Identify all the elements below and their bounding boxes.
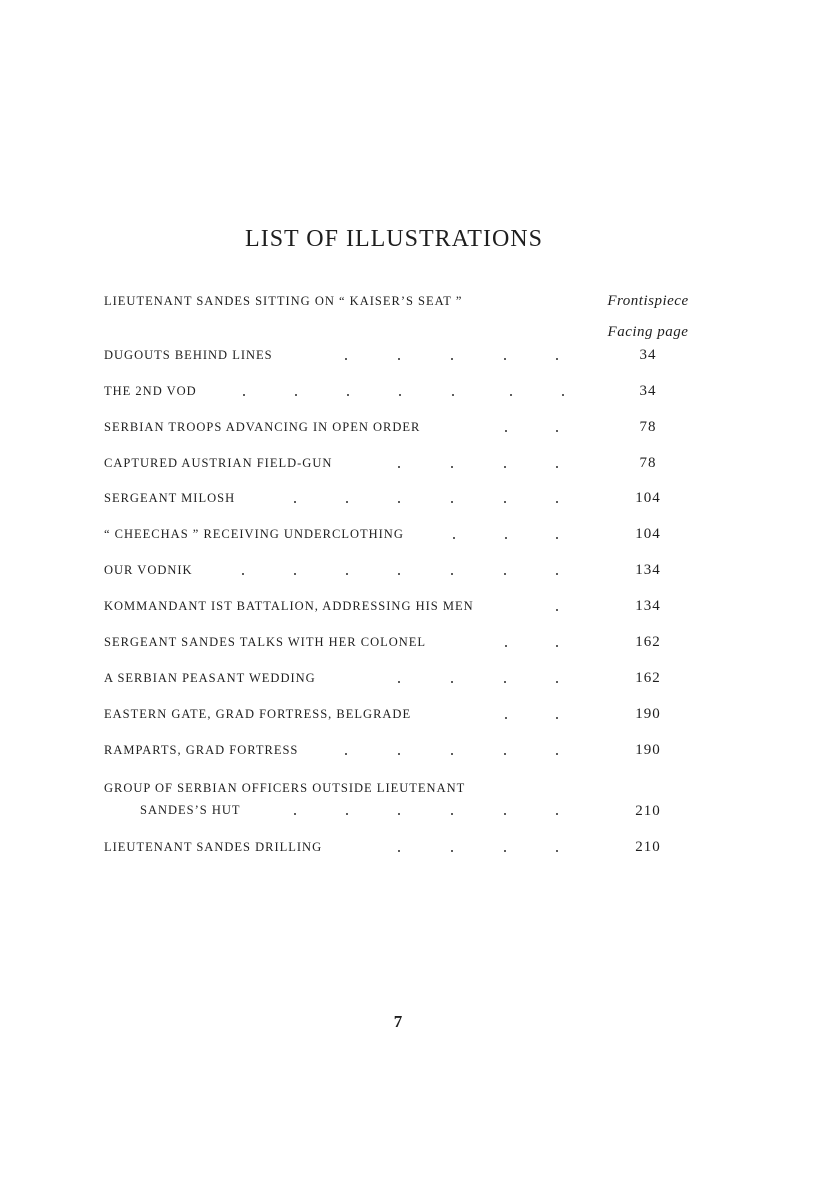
leader-dot [243,394,245,396]
leader-dot [562,394,564,396]
leader-dot [556,501,558,503]
illustration-page: 78 [639,455,657,471]
illustration-entry [0,527,840,551]
leader-dot [398,358,400,360]
illustration-entry [0,456,840,480]
leader-dot [504,813,506,815]
illustration-entry [0,420,840,444]
illustration-caption: KOMMANDANT IST BATTALION, ADDRESSING HIS MEN [104,599,474,613]
illustration-caption: “ CHEECHAS ” RECEIVING UNDERCLOTHING [104,527,404,541]
illustration-entry [0,671,840,695]
leader-dot [504,681,506,683]
leader-dot [451,850,453,852]
leader-dot [556,537,558,539]
illustration-entry [0,384,840,408]
illustration-page: 34 [639,347,657,363]
leader-dot [453,537,455,539]
leader-dot [556,466,558,468]
leader-dot [346,573,348,575]
leader-dot [398,681,400,683]
illustration-caption: A SERBIAN PEASANT WEDDING [104,671,316,685]
illustration-caption: SERGEANT SANDES TALKS WITH HER COLONEL [104,635,427,649]
illustration-entry [0,840,840,864]
leader-dot [504,358,506,360]
illustration-page: 210 [635,839,661,855]
illustration-caption: CAPTURED AUSTRIAN FIELD-GUN [104,456,333,470]
leader-dot [505,717,507,719]
illustration-page: 162 [635,670,661,686]
leader-dot [504,850,506,852]
illustration-page: 104 [635,490,661,506]
illustration-entry [0,491,840,515]
illustration-entry [0,563,840,587]
illustration-caption: LIEUTENANT SANDES DRILLING [104,840,323,854]
frontispiece-page: Frontispiece [607,293,689,309]
leader-dot [556,430,558,432]
leader-dot [451,813,453,815]
leader-dot [505,645,507,647]
leader-dot [451,681,453,683]
illustration-page: 210 [635,803,661,819]
leader-dot [294,501,296,503]
leader-dot [345,358,347,360]
leader-dot [505,537,507,539]
leader-dot [451,753,453,755]
leader-dot [398,850,400,852]
leader-dot [346,813,348,815]
illustration-entry [0,743,840,767]
illustration-page: 134 [635,598,661,614]
leader-dot [398,501,400,503]
illustration-page: 134 [635,562,661,578]
illustration-caption: SERBIAN TROOPS ADVANCING IN OPEN ORDER [104,420,421,434]
leader-dot [504,466,506,468]
illustration-page: 190 [635,742,661,758]
page-number: 7 [393,1012,403,1031]
illustration-page: 190 [635,706,661,722]
leader-dot [504,501,506,503]
illustration-caption: DUGOUTS BEHIND LINES [104,348,273,362]
leader-dot [556,681,558,683]
leader-dot [451,573,453,575]
illustration-caption: RAMPARTS, GRAD FORTRESS [104,743,299,757]
illustration-entry [0,599,840,623]
leader-dot [505,430,507,432]
leader-dot [295,394,297,396]
illustration-caption: OUR VODNIK [104,563,193,577]
leader-dot [347,394,349,396]
leader-dot [345,753,347,755]
illustration-caption: EASTERN GATE, GRAD FORTRESS, BELGRADE [104,707,412,721]
illustration-entry [0,635,840,659]
illustration-caption-line2: SANDES’S HUT [140,803,241,817]
leader-dot [294,573,296,575]
leader-dot [451,466,453,468]
leader-dot [504,573,506,575]
page-title: LIST OF ILLUSTRATIONS [245,226,543,252]
illustration-page: 162 [635,634,661,650]
illustration-page: 34 [639,383,657,399]
illustration-caption: GROUP OF SERBIAN OFFICERS OUTSIDE LIEUTENANT [104,781,466,795]
leader-dot [452,394,454,396]
leader-dot [556,813,558,815]
leader-dot [451,358,453,360]
leader-dot [556,573,558,575]
frontispiece-entry [0,294,840,318]
illustration-caption: SERGEANT MILOSH [104,491,236,505]
leader-dot [398,753,400,755]
leader-dot [294,813,296,815]
leader-dot [556,753,558,755]
leader-dot [398,573,400,575]
leader-dot [399,394,401,396]
leader-dot [346,501,348,503]
illustration-entry [0,781,840,829]
leader-dot [504,753,506,755]
leader-dot [556,850,558,852]
illustration-entry [0,707,840,731]
illustration-page: 78 [639,419,657,435]
leader-dot [556,717,558,719]
illustration-entry [0,348,840,372]
leader-dot [242,573,244,575]
leader-dot [398,813,400,815]
leader-dot [510,394,512,396]
leader-dot [556,358,558,360]
frontispiece-caption: LIEUTENANT SANDES SITTING ON “ KAISER’S SEAT ” [104,294,463,308]
leader-dot [451,501,453,503]
leader-dot [556,609,558,611]
facing-page-label: Facing page [607,324,689,340]
leader-dot [556,645,558,647]
leader-dot [398,466,400,468]
illustration-page: 104 [635,526,661,542]
illustration-caption: THE 2ND VOD [104,384,197,398]
